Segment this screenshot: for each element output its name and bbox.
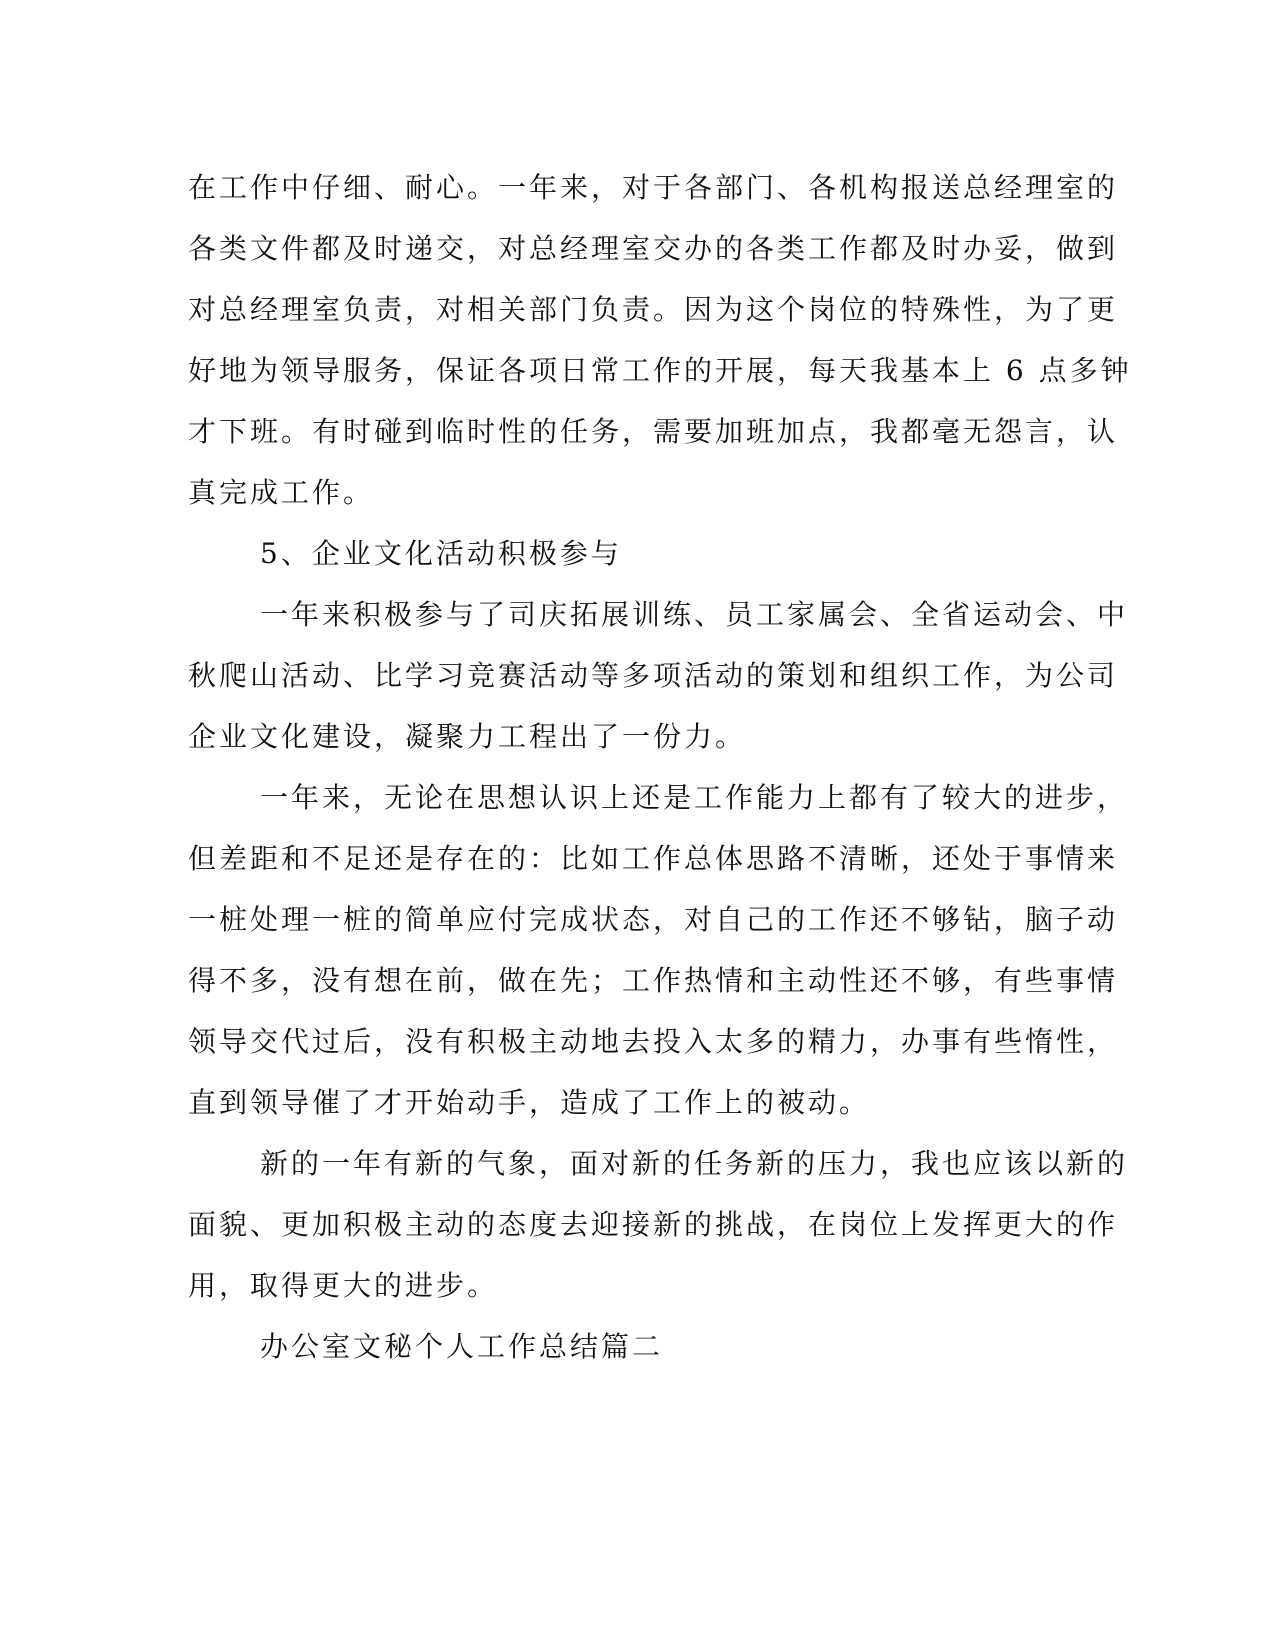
text-line: 好地为领导服务，保证各项日常工作的开展，每天我基本上 6 点多钟 (188, 354, 1132, 387)
paragraph-new-year (188, 1133, 1129, 1316)
text-line: 一年来积极参与了司庆拓展训练、员工家属会、全省运动会、中 (260, 598, 1129, 631)
text-line: 才下班。有时碰到临时性的任务，需要加班加点，我都毫无怨言，认 (188, 415, 1119, 448)
heading-line: 办公室文秘个人工作总结篇二 (260, 1330, 664, 1363)
heading-line: 5、企业文化活动积极参与 (260, 537, 622, 570)
paragraph-work-attitude (188, 157, 1132, 523)
text-line: 一桩处理一桩的简单应付完成状态，对自己的工作还不够钻，脑子动 (188, 903, 1119, 936)
text-line: 对总经理室负责，对相关部门负责。因为这个岗位的特殊性，为了更 (188, 293, 1119, 326)
text-line: 得不多，没有想在前，做在先；工作热情和主动性还不够，有些事情 (188, 964, 1119, 997)
text-line: 企业文化建设，凝聚力工程出了一份力。 (188, 720, 747, 753)
paragraph-activities (188, 584, 1129, 767)
paragraph-shortcomings (188, 767, 1129, 1133)
text-line: 面貌、更加积极主动的态度去迎接新的挑战，在岗位上发挥更大的作 (188, 1208, 1119, 1241)
text-line: 一年来，无论在思想认识上还是工作能力上都有了较大的进步， (260, 781, 1129, 814)
text-line: 各类文件都及时递交，对总经理室交办的各类工作都及时办妥，做到 (188, 232, 1119, 265)
document-body (188, 157, 1132, 1377)
text-line: 领导交代过后，没有积极主动地去投入太多的精力，办事有些惰性， (188, 1025, 1119, 1058)
text-line: 直到领导催了才开始动手，造成了工作上的被动。 (188, 1086, 871, 1119)
text-line: 用，取得更大的进步。 (188, 1269, 499, 1302)
text-line: 秋爬山活动、比学习竞赛活动等多项活动的策划和组织工作，为公司 (188, 659, 1119, 692)
text-line: 新的一年有新的气象，面对新的任务新的压力，我也应该以新的 (260, 1147, 1129, 1180)
text-line: 真完成工作。 (188, 476, 375, 509)
text-line: 在工作中仔细、耐心。一年来，对于各部门、各机构报送总经理室的 (188, 171, 1119, 204)
text-line: 但差距和不足还是存在的：比如工作总体思路不清晰，还处于事情来 (188, 842, 1119, 875)
section-title-part-two (188, 1316, 1088, 1377)
section-heading-corporate-culture (188, 523, 1088, 584)
